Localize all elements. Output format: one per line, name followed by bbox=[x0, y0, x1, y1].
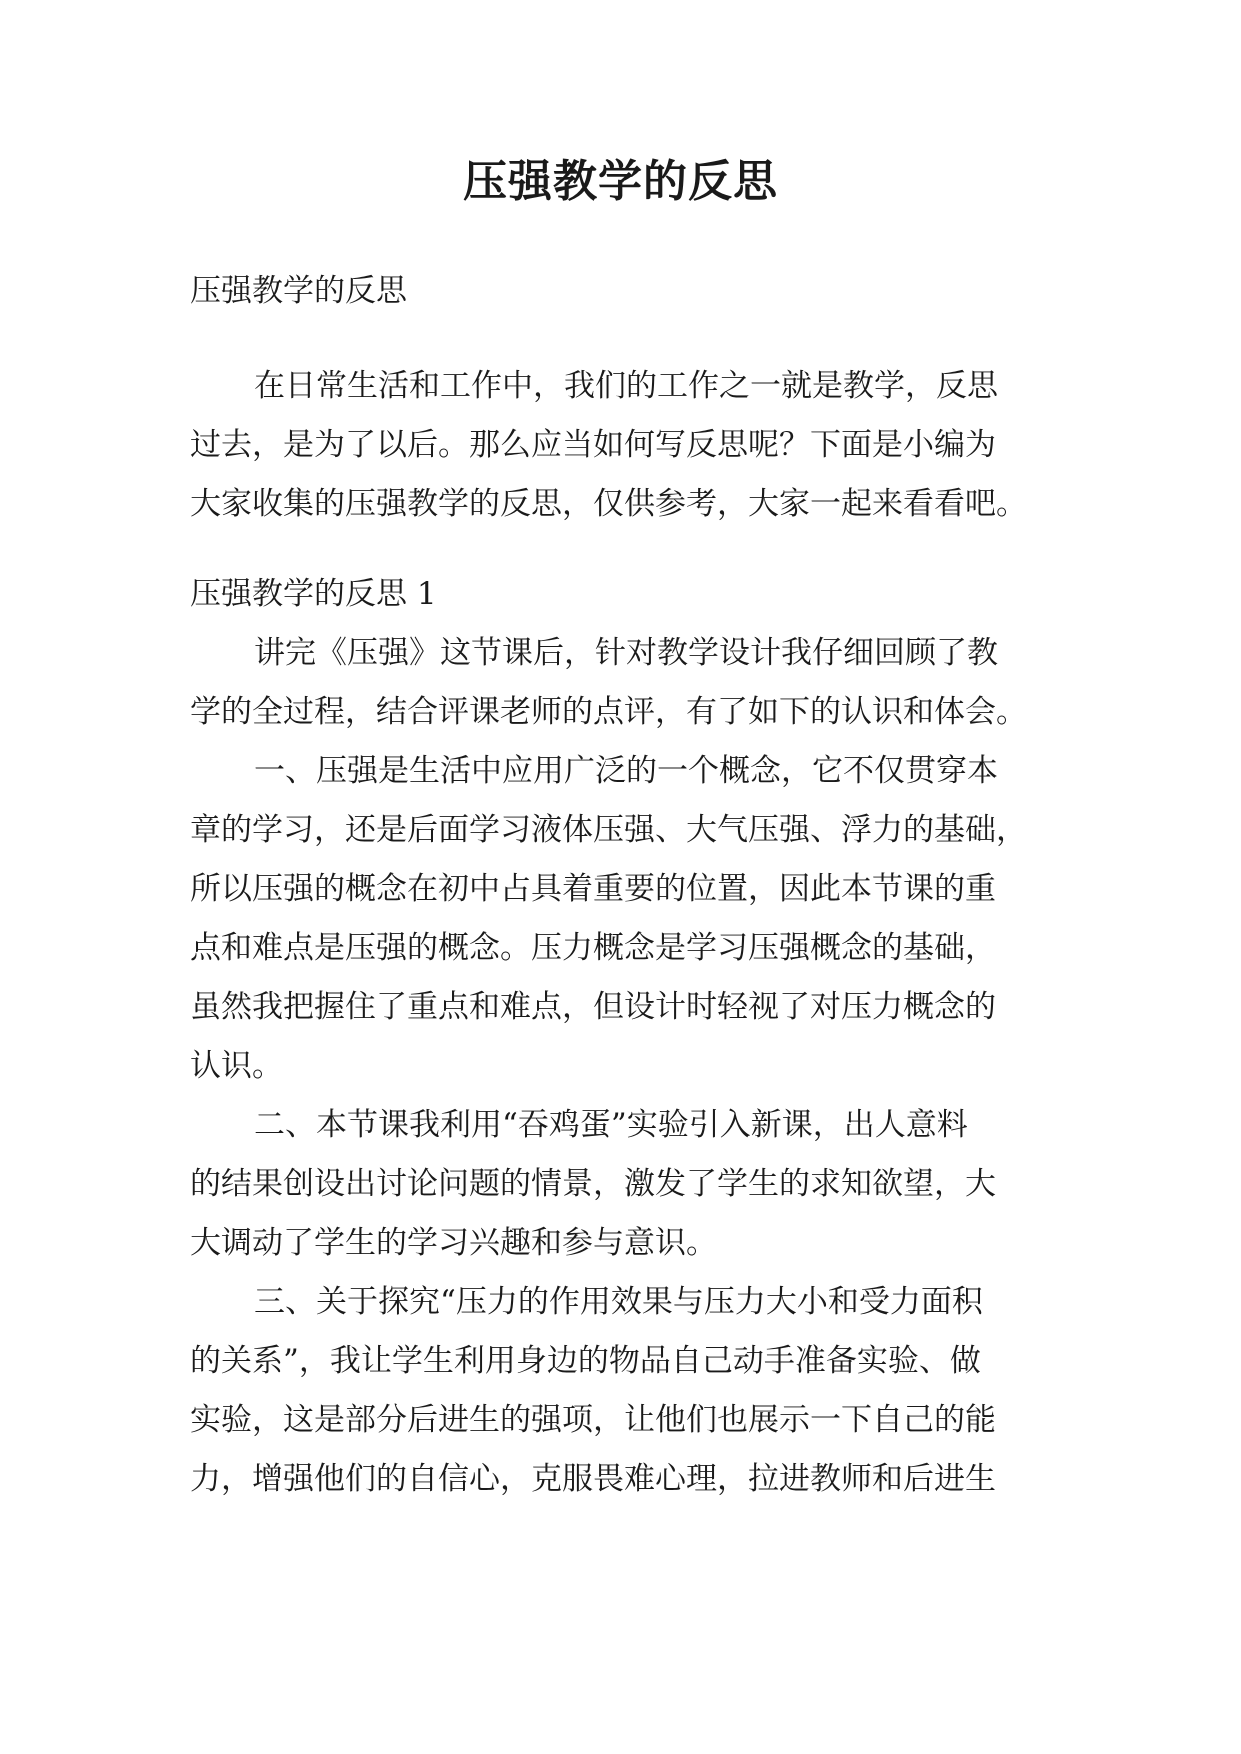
paragraph-line: 所以压强的概念在初中占具着重要的位置，因此本节课的重 bbox=[190, 871, 996, 907]
paragraph-4 bbox=[190, 1273, 1050, 1509]
document-subtitle bbox=[190, 262, 1050, 321]
intro-paragraph bbox=[190, 357, 1050, 534]
paragraph-line: 实验，这是部分后进生的强项，让他们也展示一下自己的能 bbox=[190, 1402, 996, 1438]
paragraph-1 bbox=[190, 624, 1050, 742]
intro-line: 在日常生活和工作中，我们的工作之一就是教学，反思 bbox=[254, 368, 998, 404]
subtitle-line: 压强教学的反思 bbox=[190, 273, 407, 309]
paragraph-line: 大调动了学生的学习兴趣和参与意识。 bbox=[190, 1225, 717, 1261]
paragraph-line: 二、本节课我利用“吞鸡蛋”实验引入新课，出人意料 bbox=[254, 1107, 968, 1143]
paragraph-line: 一、压强是生活中应用广泛的一个概念，它不仅贯穿本 bbox=[254, 753, 998, 789]
paragraph-line: 点和难点是压强的概念。压力概念是学习压强概念的基础， bbox=[190, 930, 996, 966]
paragraph-line: 章的学习，还是后面学习液体压强、大气压强、浮力的基础， bbox=[190, 812, 1027, 848]
intro-line: 过去，是为了以后。那么应当如何写反思呢？下面是小编为 bbox=[190, 427, 996, 463]
paragraph-3 bbox=[190, 1096, 1050, 1273]
paragraph-line: 三、关于探究“压力的作用效果与压力大小和受力面积 bbox=[254, 1284, 983, 1320]
paragraph-line: 认识。 bbox=[190, 1048, 283, 1084]
section-heading bbox=[190, 565, 1050, 624]
paragraph-line: 力，增强他们的自信心，克服畏难心理，拉进教师和后进生 bbox=[190, 1461, 996, 1497]
paragraph-line: 的结果创设出讨论问题的情景，激发了学生的求知欲望，大 bbox=[190, 1166, 996, 1202]
paragraph-line: 讲完《压强》这节课后，针对教学设计我仔细回顾了教 bbox=[254, 635, 998, 671]
paragraph-line: 虽然我把握住了重点和难点，但设计时轻视了对压力概念的 bbox=[190, 989, 996, 1025]
paragraph-2 bbox=[190, 742, 1050, 1096]
intro-line: 大家收集的压强教学的反思，仅供参考，大家一起来看看吧。 bbox=[190, 486, 1027, 522]
paragraph-line: 的关系”，我让学生利用身边的物品自己动手准备实验、做 bbox=[190, 1343, 981, 1379]
section-heading-text: 压强教学的反思 1 bbox=[190, 576, 437, 612]
paragraph-line: 学的全过程，结合评课老师的点评，有了如下的认识和体会。 bbox=[190, 694, 1027, 730]
document-title: 压强教学的反思 bbox=[463, 156, 778, 207]
